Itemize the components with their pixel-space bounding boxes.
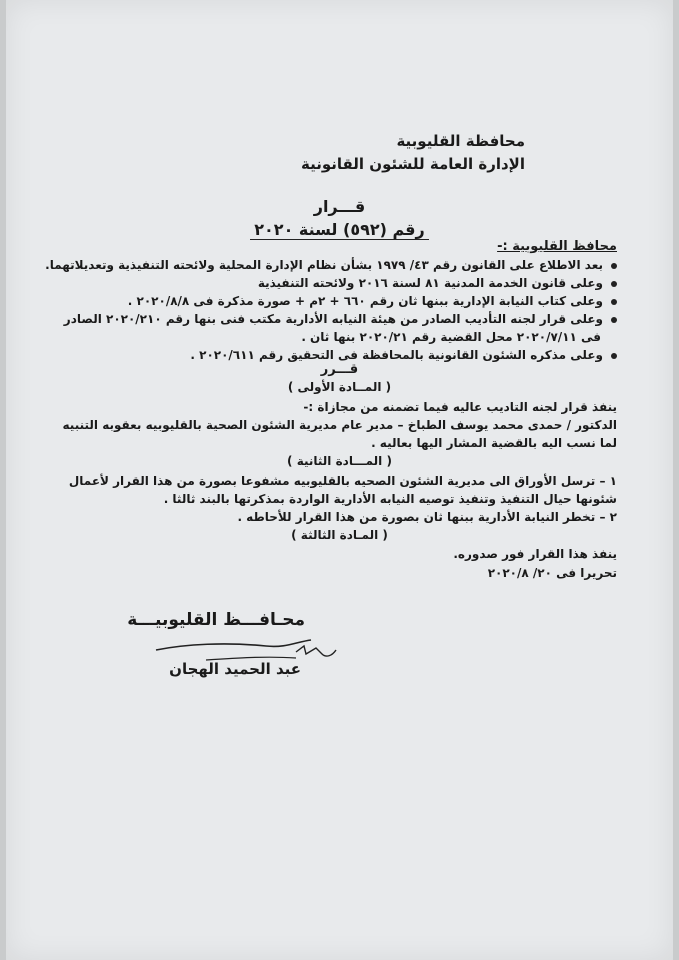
article2-item1: ١ – ترسل الأوراق الى مديرية الشئون الصحيه بالقليوبيه مشفوعا بصورة من هذا القرار لأعمال: [68, 474, 617, 488]
decision-number-text: رقم (٥٩٢) لسنة ٢٠٢٠: [250, 220, 428, 240]
article1-intro: ينفذ قرار لجنه التاديب عاليه فيما تضمنه من مجازاة :-: [303, 400, 617, 414]
article1-line2: لما نسب اليه بالقضية المشار اليها بعاليه .: [371, 436, 617, 450]
article2-item2: ٢ – تخطر النيابة الأدارية ببنها ثان بصورة من هذا القرار للأحاطه .: [237, 510, 617, 524]
decision-title: قـــرار: [313, 197, 366, 216]
document-page: [6, 0, 673, 960]
decides-heading: قـــرر: [320, 362, 359, 377]
preamble-item: وعلى قانون الخدمة المدنية ٨١ لسنة ٢٠١٦ ولائحته التنفيذية: [258, 276, 617, 290]
article2-heading: ( المـــادة الثانية ): [287, 454, 392, 468]
preamble-item: وعلى قرار لجنه التأديب الصادر من هيئة النيابه الأدارية مكتب فنى بنها رقم ٢٠٢٠/٢١٠ الصادر: [64, 312, 617, 326]
governorate-name: محافظة القليوبية: [396, 132, 525, 150]
article2-item1-cont: شئونها حيال التنفيذ وتنفيذ توصيه النيابه الأدارية الواردة بمذكرتها بالبند ثالثا .: [163, 492, 617, 506]
bullet-icon: [611, 299, 617, 305]
signature-title: محـافـــظ القليوبيـــة: [127, 610, 305, 630]
article1-heading: ( المــادة الأولى ): [287, 380, 392, 394]
preamble-item: وعلى مذكره الشئون القانونية بالمحافظة فى التحقيق رقم ٢٠٢٠/٦١١ .: [190, 348, 617, 362]
signatory-name: عبد الحميد الهجان: [169, 660, 301, 678]
bullet-icon: [611, 317, 617, 323]
preamble-item: وعلى كتاب النيابة الإدارية ببنها ثان رقم ٦٦٠ + ٢م + صورة مذكرة فى ٢٠٢٠/٨/٨ .: [128, 294, 617, 308]
issue-date: تحريرا فى ٢٠/ ٢٠٢٠/٨: [487, 566, 617, 580]
bullet-icon: [611, 281, 617, 287]
article1-line1: الدكتور / حمدى محمد يوسف الطباخ – مدير عام مديرية الشئون الصحية بالقليوبيه بعقوبه التنبيه: [62, 418, 617, 432]
bullet-icon: [611, 263, 617, 269]
effective-statement: ينفذ هذا القرار فور صدوره.: [453, 547, 617, 561]
governor-label: محافظ القليوبية :-: [497, 239, 617, 254]
bullet-icon: [611, 353, 617, 359]
preamble-continuation: فى ٢٠٢٠/٧/١١ محل القضية رقم ٢٠٢٠/٢١ بنها ثان .: [301, 330, 601, 344]
article3-heading: ( المـادة الثالثة ): [291, 528, 388, 542]
department-name: الإدارة العامة للشئون القانونية: [300, 155, 525, 173]
preamble-item: بعد الاطلاع على القانون رقم ٤٣/ ١٩٧٩ بشأن نظام الإدارة المحلية ولائحته التنفيذية وتعديلاتهما.: [45, 258, 617, 272]
decision-number: [6, 220, 673, 240]
